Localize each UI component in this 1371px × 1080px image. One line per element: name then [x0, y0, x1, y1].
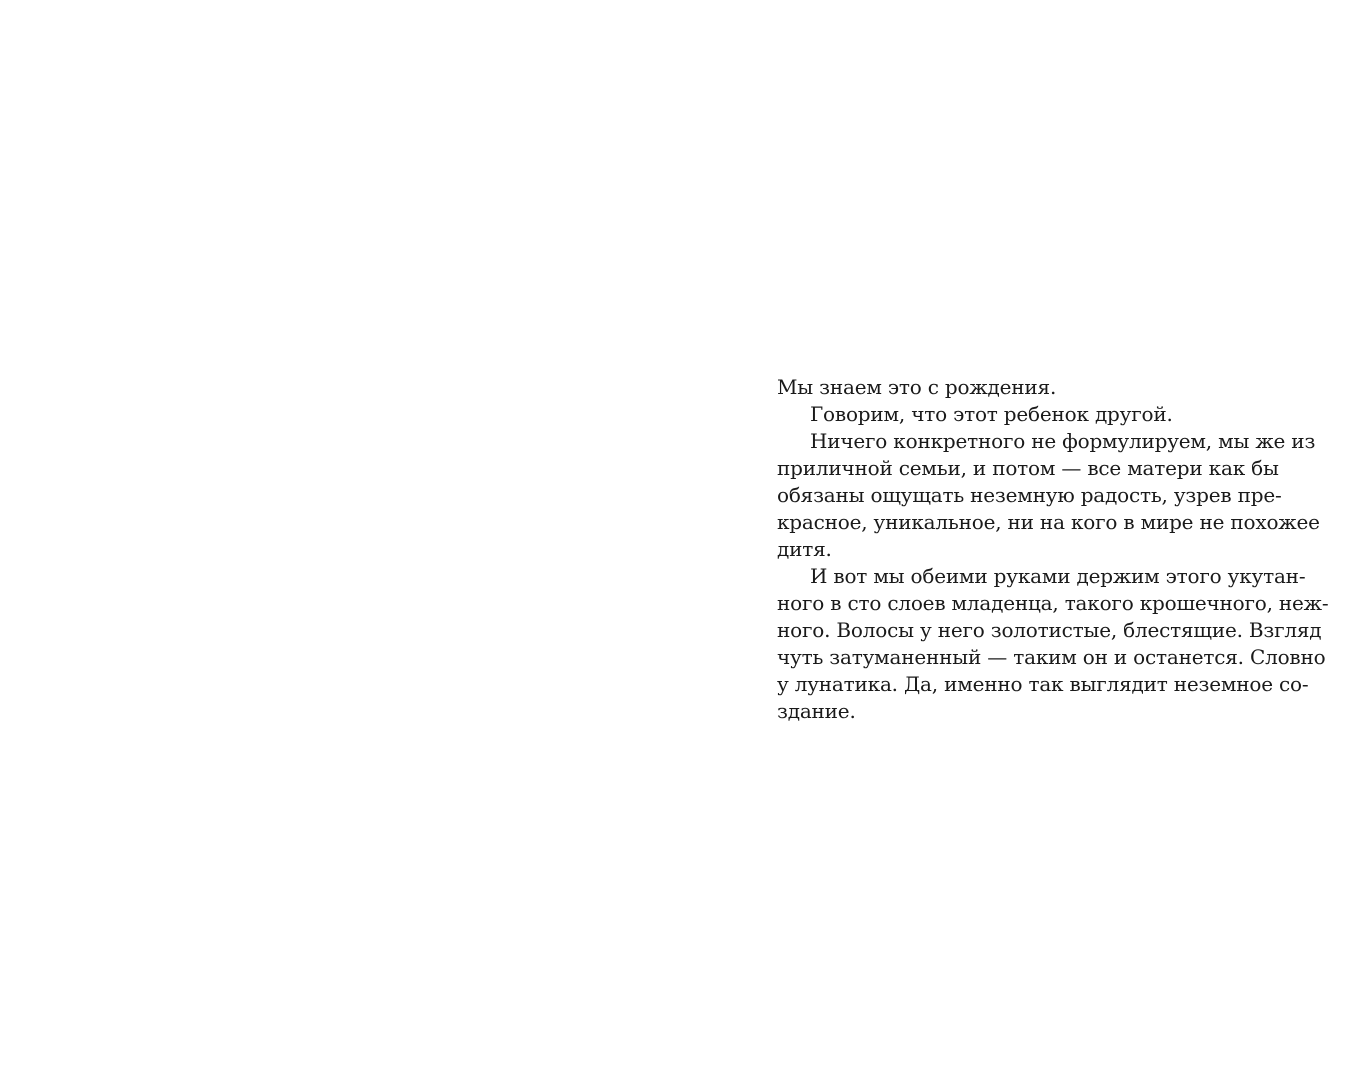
text-line: чуть затуманенный — таким он и останется. Словно: [777, 645, 1326, 669]
text-line: Мы знаем это с рождения.: [777, 375, 1057, 399]
text-line: красное, уникальное, ни на кого в мире не похожее: [777, 510, 1320, 534]
text-line: ного. Волосы у него золотистые, блестящие. Взгляд: [777, 618, 1322, 642]
text-line: дитя.: [777, 537, 832, 561]
right-page: [685, 0, 1371, 1080]
text-line: обязаны ощущать неземную радость, узрев пре-: [777, 483, 1282, 507]
text-line: приличной семьи, и потом — все матери как бы: [777, 456, 1279, 480]
text-line: И вот мы обеими руками держим этого укутан-: [810, 564, 1306, 588]
text-line: здание.: [777, 699, 856, 723]
text-line: у лунатика. Да, именно так выглядит неземное со-: [777, 672, 1309, 696]
text-line: ного в сто слоев младенца, такого крошечного, неж-: [777, 591, 1329, 615]
text-line: Говорим, что этот ребенок другой.: [810, 402, 1173, 426]
text-line: Ничего конкретного не формулируем, мы же из: [810, 429, 1316, 453]
left-page-blank: [0, 0, 685, 1080]
body-text: [777, 374, 1329, 725]
